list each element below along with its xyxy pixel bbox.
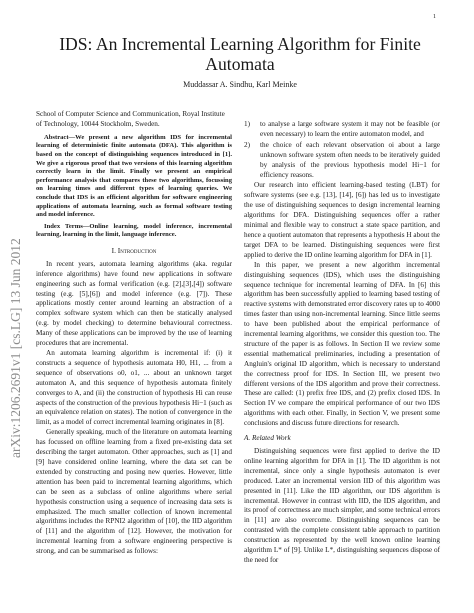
list-number: 1) bbox=[244, 120, 250, 128]
left-column bbox=[36, 98, 232, 557]
arxiv-stamp-text: arXiv:1206.2691v1 [cs.LG] 13 Jun 2012 bbox=[8, 238, 23, 458]
abstract: Abstract—We present a new algorithm IDS for incremental learning of deterministic finite automata (DFA). This algorithm is based on the concept of distinguishing sequences introduced in [1]. We give a rigorous proof that two versions of this learning algorithm correctly learn in the limit. Finally we present an empirical performance analysis that compares these two algorithms, focussing on learning times and different types of learning queries. We conclude that IDS is an efficient algorithm for software engineering applications of automata learning, such as formal software testing and model inference. bbox=[36, 133, 232, 219]
subsection-heading-related-work: A. Related Work bbox=[244, 434, 291, 443]
page-number: 1 bbox=[433, 14, 436, 20]
list-number: 2) bbox=[244, 140, 250, 149]
right-paragraph-2: In this paper, we present a new algorithm incremental distinguishing sequences (IDS), which uses the distinguishing sequence technique for incremental learning of DFA. In [6] this algorithm has been successfully applied to learning based testing of reactive systems with demonstrated error discovery rates up to 4000 times faster than using non-incremental learning. Since little seems to have been published about the empirical performance of incremental learning algorithms, we consider this question too. The structure of the paper is as follows. In Section II we review some essential mathematical preliminaries, including a presentation of Angluin's original ID algorithm, which is necessary to understand the correctness proof for IDS. In Section III, we present two different versions of the IDS algorithm and prove their correctness. These are called: (1) prefix free IDS, and (2) prefix closed IDS. In Section IV we compare the empirical performance of our two IDS algorithms with each other. Finally, in Section V, we present some conclusions and discuss future directions for research. bbox=[244, 260, 440, 428]
section-heading-introduction: I. Introduction bbox=[111, 245, 157, 255]
right-paragraph-3: Distinguishing sequences were first applied to derive the ID online learning algorithm for DFA in [1]. The ID algorithm is not incremental, since only a single hypothesis automaton is ever produced. Later an incremental version IID of this algorithm was presented in [11]. Like the IID algorithm, our IDS algorithm is incremental. However in contrast with IID, the IDS algorithm, and its proof of correctness are much simpler, and some technical errors in [11] are also overcome. Distinguishing sequences can be contrasted with the complete consistent table approach to partition construction as represented by the well known online learning algorithm L* of [9]. Unlike L*, distinguishing sequences dispose of the need for bbox=[244, 447, 440, 564]
index-terms: Index Terms—Online learning, model inference, incremental learning, learning in the limit, language inference. bbox=[36, 222, 232, 239]
right-column bbox=[244, 120, 440, 566]
intro-paragraph-2: An automata learning algorithm is incremental if: (i) it constructs a sequence of hypothesis automata H0, H1, ... from a sequence of observations o0, o1, ... about an unknown target automaton A, and this sequence of hypothesis automata finitely converges to A, and (ii) the construction of hypothesis Hi can reuse aspects of the construction of the previous hypothesis Hi−1 (such as an equivalence relation on states). The notion of convergence in the limit, as a model of correct incremental learning originates in [8]. bbox=[36, 349, 232, 427]
intro-paragraph-3: Generally speaking, much of the literature on automata learning has focussed on offline learning from a fixed pre-existing data set describing the target automaton. Other approaches, such as [1] and [9] have considered online learning, where the data set can be extended by constructing and posing new queries. However, little attention has been paid to incremental learning algorithms, which can be seen as a subclass of online algorithms where serial hypothesis construction using a sequence of increasing data sets is emphasized. The much smaller collection of known incremental algorithms includes the RPNI2 algorithm of [10], the IID algorithm of [11] and the algorithm of [12]. However, the motivation for incremental learning from a software engineering perspective is strong, and can be summarised as follows: bbox=[36, 428, 232, 556]
list-item-text: to analyse a large software system it may not be feasible (or even necessary) to learn the entire automaton model, and bbox=[260, 120, 440, 138]
list-item-text: the choice of each relevant observation oi about a large unknown software system often needs to be iteratively guided by analysis of the previous hypothesis model Hi−1 for efficiency reasons. bbox=[260, 140, 440, 179]
right-paragraph-1: Our research into efficient learning-based testing (LBT) for software systems (see e.g. [13], [14], [6]) has led us to investigate the use of distinguishing sequences to design incremental learning algorithms for DFA. Distinguishing sequences offer a rather minimal and flexible way to construct a state space partition, and hence a quotient automaton that represents a hypothesis H about the target DFA to be learned. Distinguishing sequences were first applied to derive the ID online learning algorithm for DFA in [1]. bbox=[244, 181, 440, 259]
paper-title: IDS: An Incremental Learning Algorithm for Finite Automata bbox=[59, 34, 421, 74]
list-item bbox=[244, 120, 440, 140]
list-item bbox=[244, 141, 440, 181]
arxiv-stamp bbox=[4, 158, 26, 458]
intro-paragraph-1: In recent years, automata learning algorithms (aka. regular inference algorithms) have found new applications in software engineering such as formal verification (e.g. [2],[3],[4]) software testing (e.g. [5],[6]) and model inference (e.g. [7]). These applications mostly center around learning an abstraction of a complex software system which can then be statically analysed (e.g. by model checking) to determine behavioural correctness. Many of these applications can be improved by the use of learning procedures that are incremental. bbox=[36, 259, 232, 348]
affiliation: School of Computer Science and Communication, Royal Institute of Technology, 10044 Stockholm, Sweden. bbox=[36, 110, 225, 128]
paper-authors: Muddassar A. Sindhu, Karl Meinke bbox=[183, 80, 297, 89]
